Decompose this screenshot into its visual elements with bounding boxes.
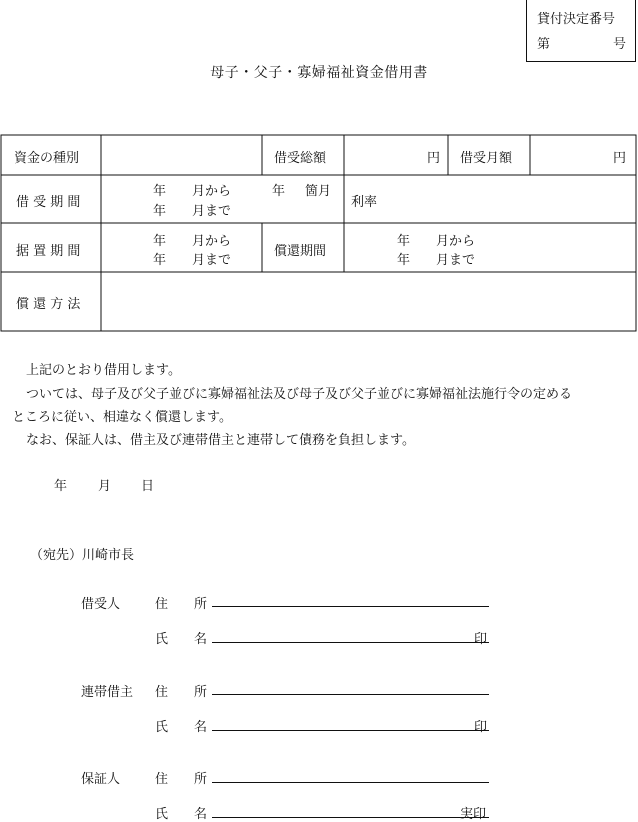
interest-rate-label: 利率: [351, 195, 378, 210]
joint-borrower-address-line[interactable]: [212, 694, 489, 695]
repayment-method-label: 償 還 方 法: [16, 297, 81, 312]
document-title: 母子・父子・寡婦福祉資金借用書: [210, 65, 428, 81]
joint-borrower-name-label: 氏 名: [155, 720, 208, 735]
borrower-name-label: 氏 名: [155, 632, 208, 647]
joint-borrower-name-line[interactable]: [212, 730, 489, 731]
date-year-label: 年: [54, 479, 68, 494]
monthly-amount-unit: 円: [613, 151, 627, 166]
joint-borrower-role-label: 連帯借主: [81, 685, 134, 700]
guarantor-seal: 実印: [460, 807, 487, 822]
loan-number-title: 貸付決定番号: [537, 12, 616, 27]
loan-number-box: [526, 0, 636, 62]
date-month-label: 月: [98, 479, 112, 494]
borrower-address-label: 住 所: [155, 597, 208, 612]
grace-period-from: 年 月から: [153, 234, 232, 249]
monthly-amount-label: 借受月額: [460, 151, 513, 166]
grace-period-label: 据 置 期 間: [16, 244, 81, 259]
repayment-period-from: 年 月から: [397, 234, 476, 249]
fund-type-label: 資金の種別: [14, 151, 80, 166]
total-amount-unit: 円: [427, 151, 441, 166]
total-amount-label: 借受総額: [274, 151, 327, 166]
loan-number-prefix: 第: [537, 37, 551, 52]
borrower-address-line[interactable]: [212, 606, 489, 607]
guarantor-name-line[interactable]: [212, 817, 489, 818]
loan-period-label: 借 受 期 間: [16, 195, 81, 210]
body-paragraph-2a: ついては、母子及び父子並びに寡婦福祉法及び母子及び父子並びに寡婦福祉法施行令の定める: [26, 387, 573, 402]
body-paragraph-2b: ところに従い、相違なく償還します。: [12, 410, 232, 425]
body-paragraph-1: 上記のとおり借用します。: [26, 363, 181, 378]
grace-period-to: 年 月まで: [153, 253, 232, 268]
loan-number-suffix: 号: [613, 37, 627, 52]
loan-period-months-unit: 箇月: [305, 184, 332, 199]
joint-borrower-address-label: 住 所: [155, 685, 208, 700]
loan-period-months-year: 年: [272, 184, 286, 199]
borrower-seal: 印: [474, 632, 488, 647]
guarantor-address-label: 住 所: [155, 772, 208, 787]
joint-borrower-seal: 印: [474, 720, 488, 735]
borrower-role-label: 借受人: [81, 597, 121, 612]
addressee: （宛先）川崎市長: [30, 548, 135, 563]
date-day-label: 日: [141, 479, 155, 494]
loan-period-to: 年 月まで: [153, 204, 232, 219]
loan-period-from: 年 月から: [153, 184, 232, 199]
guarantor-name-label: 氏 名: [155, 807, 208, 822]
repayment-period-label: 償還期間: [274, 244, 327, 259]
body-paragraph-3: なお、保証人は、借主及び連帯借主と連帯して債務を負担します。: [26, 433, 415, 448]
borrower-name-line[interactable]: [212, 642, 489, 643]
guarantor-address-line[interactable]: [212, 782, 489, 783]
repayment-period-to: 年 月まで: [397, 253, 476, 268]
guarantor-role-label: 保証人: [81, 772, 121, 787]
